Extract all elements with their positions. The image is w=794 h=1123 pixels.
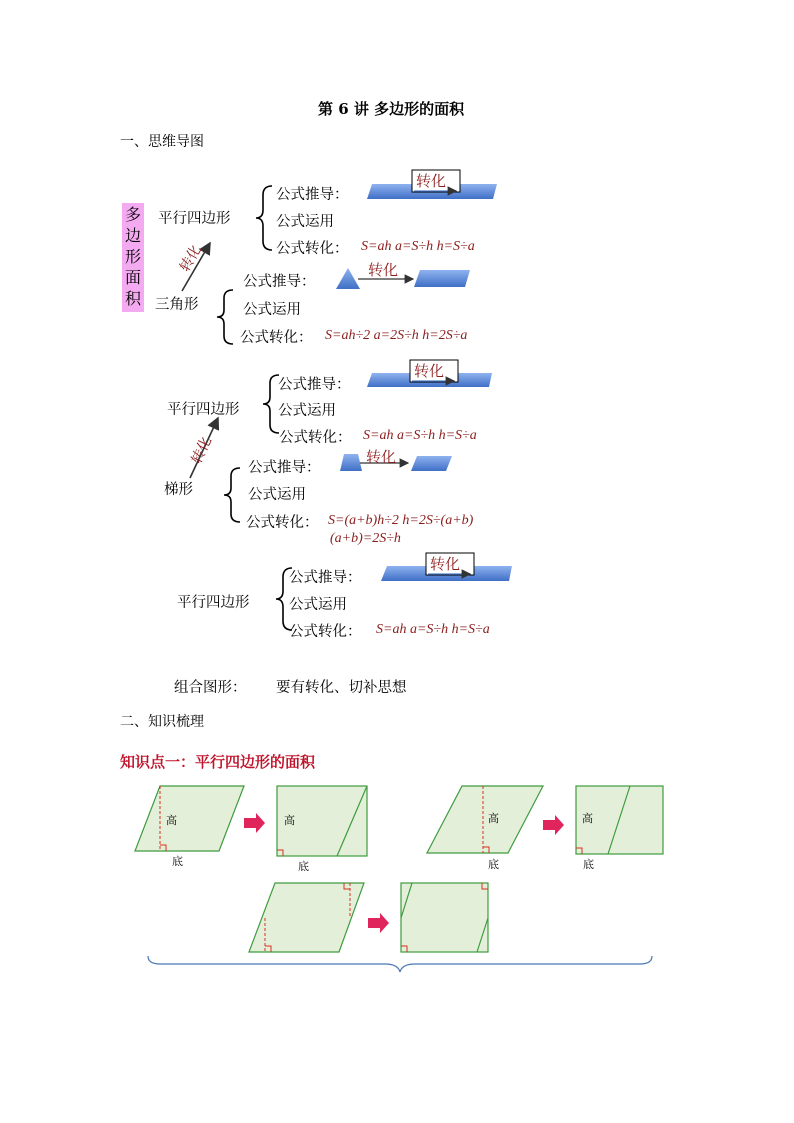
bottom-brace — [148, 956, 652, 972]
shape-trapezoid: 梯形 — [164, 482, 193, 498]
shape-parallelogram-3: 平行四边形 — [177, 595, 250, 611]
pink-arrow-1 — [244, 813, 265, 833]
brace-2b — [224, 468, 240, 522]
brace-2a — [263, 375, 279, 433]
item-use-5: 公式运用 — [289, 597, 347, 613]
blue-parallelogram-4 — [411, 456, 452, 471]
base-label-c: 底 — [488, 858, 499, 871]
item-convert-3: 公式转化： — [279, 430, 352, 446]
item-use-4: 公式运用 — [248, 487, 306, 503]
base-label-a: 底 — [172, 855, 183, 868]
item-use-2: 公式运用 — [243, 302, 301, 318]
formula-4b: (a+b)=2S÷h — [330, 531, 401, 546]
convert-arrow-label-2: 转化 — [368, 261, 399, 279]
formula-2: S=ah÷2 a=2S÷h h=2S÷a — [325, 328, 468, 343]
pink-arrow-2 — [543, 815, 564, 835]
convert-box-label-1: 转化 — [416, 172, 447, 190]
item-derive-1: 公式推导： — [276, 187, 349, 203]
shape-parallelogram-1: 平行四边形 — [158, 211, 231, 227]
green-parallelogram-e — [249, 883, 364, 952]
item-use-3: 公式运用 — [278, 403, 336, 419]
height-label-c: 高 — [488, 812, 499, 825]
formula-4a: S=(a+b)h÷2 h=2S÷(a+b) — [328, 513, 474, 528]
shape-parallelogram-2: 平行四边形 — [167, 402, 240, 418]
brace-1b — [217, 290, 233, 344]
formula-1: S=ah a=S÷h h=S÷a — [361, 239, 475, 254]
knowledge-point-title: 知识点一：平行四边形的面积 — [120, 753, 316, 771]
formula-3: S=ah a=S÷h h=S÷a — [363, 428, 477, 443]
green-parallelogram-a — [135, 786, 244, 851]
root-label: 多边形面积 — [122, 203, 144, 312]
blue-parallelogram-2 — [414, 270, 470, 287]
combo-text: 要有转化、切补思想 — [276, 680, 407, 696]
blue-triangle — [336, 268, 360, 289]
item-derive-2: 公式推导： — [243, 274, 316, 290]
green-rectangle-f — [401, 883, 488, 952]
convert-box-label-2: 转化 — [414, 362, 445, 380]
item-convert-2: 公式转化： — [240, 330, 313, 346]
convert-arrow-label-4: 转化 — [366, 448, 397, 466]
section-heading-mindmap: 一、思维导图 — [120, 134, 204, 150]
page-title: 第 6 讲 多边形的面积 — [318, 100, 465, 118]
pink-arrow-3 — [368, 913, 389, 933]
base-label-b: 底 — [298, 860, 309, 873]
convert-label-1: 转化 — [176, 242, 205, 275]
combo-label: 组合图形： — [174, 680, 247, 696]
brace-1a — [256, 186, 272, 250]
base-label-d: 底 — [583, 858, 594, 871]
item-convert-1: 公式转化： — [276, 241, 349, 257]
item-derive-5: 公式推导： — [289, 570, 362, 586]
convert-box-label-3: 转化 — [430, 555, 461, 573]
green-parallelogram-c — [427, 786, 543, 853]
height-label-a: 高 — [166, 814, 177, 827]
blue-trapezoid — [340, 454, 362, 471]
item-convert-4: 公式转化： — [246, 515, 319, 531]
height-label-b: 高 — [284, 814, 295, 827]
convert-label-2: 转化 — [188, 434, 216, 467]
formula-5: S=ah a=S÷h h=S÷a — [376, 622, 490, 637]
item-derive-3: 公式推导： — [278, 377, 351, 393]
height-label-d: 高 — [582, 812, 593, 825]
item-convert-5: 公式转化： — [289, 624, 362, 640]
item-derive-4: 公式推导： — [248, 460, 321, 476]
item-use-1: 公式运用 — [276, 214, 334, 230]
shape-triangle: 三角形 — [155, 297, 199, 313]
section-heading-knowledge: 二、知识梳理 — [120, 714, 204, 730]
